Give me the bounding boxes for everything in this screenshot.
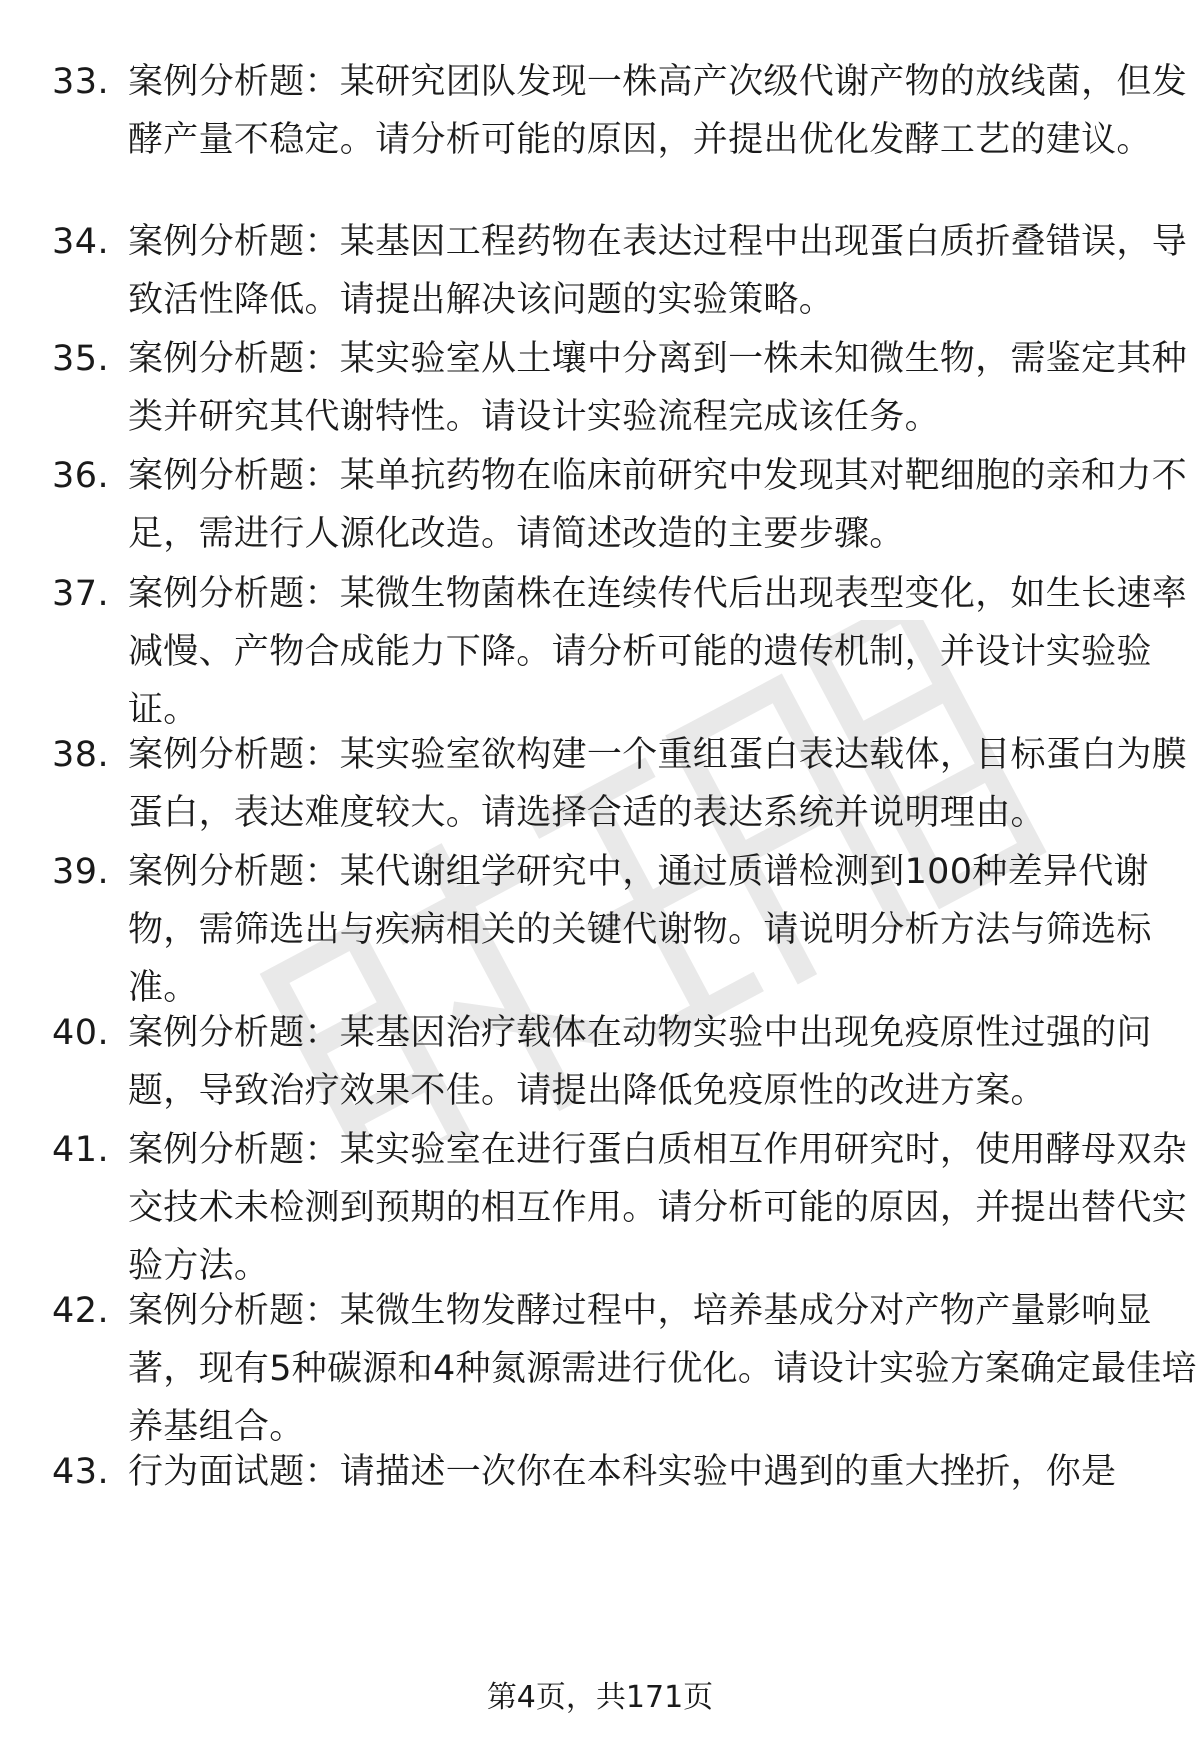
question-text: 案例分析题：某实验室欲构建一个重组蛋白表达载体，目标蛋白为膜蛋白，表达难度较大。请选择合适的表达系统并说明理由。 (128, 735, 1188, 833)
question-text: 案例分析题：某实验室在进行蛋白质相互作用研究时，使用酵母双杂交技术未检测到预期的相互作用。请分析可能的原因，并提出替代实验方法。 (128, 1130, 1188, 1286)
question-number: 43. (52, 1452, 110, 1492)
question-text: 案例分析题：某基因工程药物在表达过程中出现蛋白质折叠错误，导致活性降低。请提出解决该问题的实验策略。 (128, 222, 1188, 320)
question-text: 案例分析题：某单抗药物在临床前研究中发现其对靶细胞的亲和力不足，需进行人源化改造。请简述改造的主要步骤。 (128, 456, 1188, 554)
question-number: 40. (52, 1013, 110, 1053)
page-footer: 第4页，共171页 (486, 1680, 714, 1715)
question-text: 案例分析题：某微生物菌株在连续传代后出现表型变化，如生长速率减慢、产物合成能力下降。请分析可能的遗传机制，并设计实验验证。 (128, 574, 1188, 730)
question-text: 案例分析题：某微生物发酵过程中，培养基成分对产物产量影响显著，现有5种碳源和4种氮源需进行优化。请设计实验方案确定最佳培养基组合。 (128, 1291, 1197, 1447)
question-number: 42. (52, 1291, 110, 1331)
question-number: 35. (52, 339, 110, 379)
question-number: 37. (52, 574, 110, 614)
question-number: 41. (52, 1130, 110, 1170)
question-text: 案例分析题：某代谢组学研究中，通过质谱检测到100种差异代谢物，需筛选出与疾病相关的关键代谢物。请说明分析方法与筛选标准。 (128, 852, 1152, 1008)
question-text: 案例分析题：某基因治疗载体在动物实验中出现免疫原性过强的问题，导致治疗效果不佳。请提出降低免疫原性的改进方案。 (128, 1013, 1152, 1111)
question-number: 38. (52, 735, 110, 775)
question-number: 39. (52, 852, 110, 892)
question-text: 案例分析题：某实验室从土壤中分离到一株未知微生物，需鉴定其种类并研究其代谢特性。请设计实验流程完成该任务。 (128, 339, 1188, 437)
question-text: 案例分析题：某研究团队发现一株高产次级代谢产物的放线菌，但发酵产量不稳定。请分析可能的原因，并提出优化发酵工艺的建议。 (128, 62, 1188, 160)
question-text: 行为面试题：请描述一次你在本科实验中遇到的重大挫折，你是 (128, 1452, 1117, 1492)
question-number: 33. (52, 62, 110, 102)
question-number: 36. (52, 456, 110, 496)
question-number: 34. (52, 222, 110, 262)
